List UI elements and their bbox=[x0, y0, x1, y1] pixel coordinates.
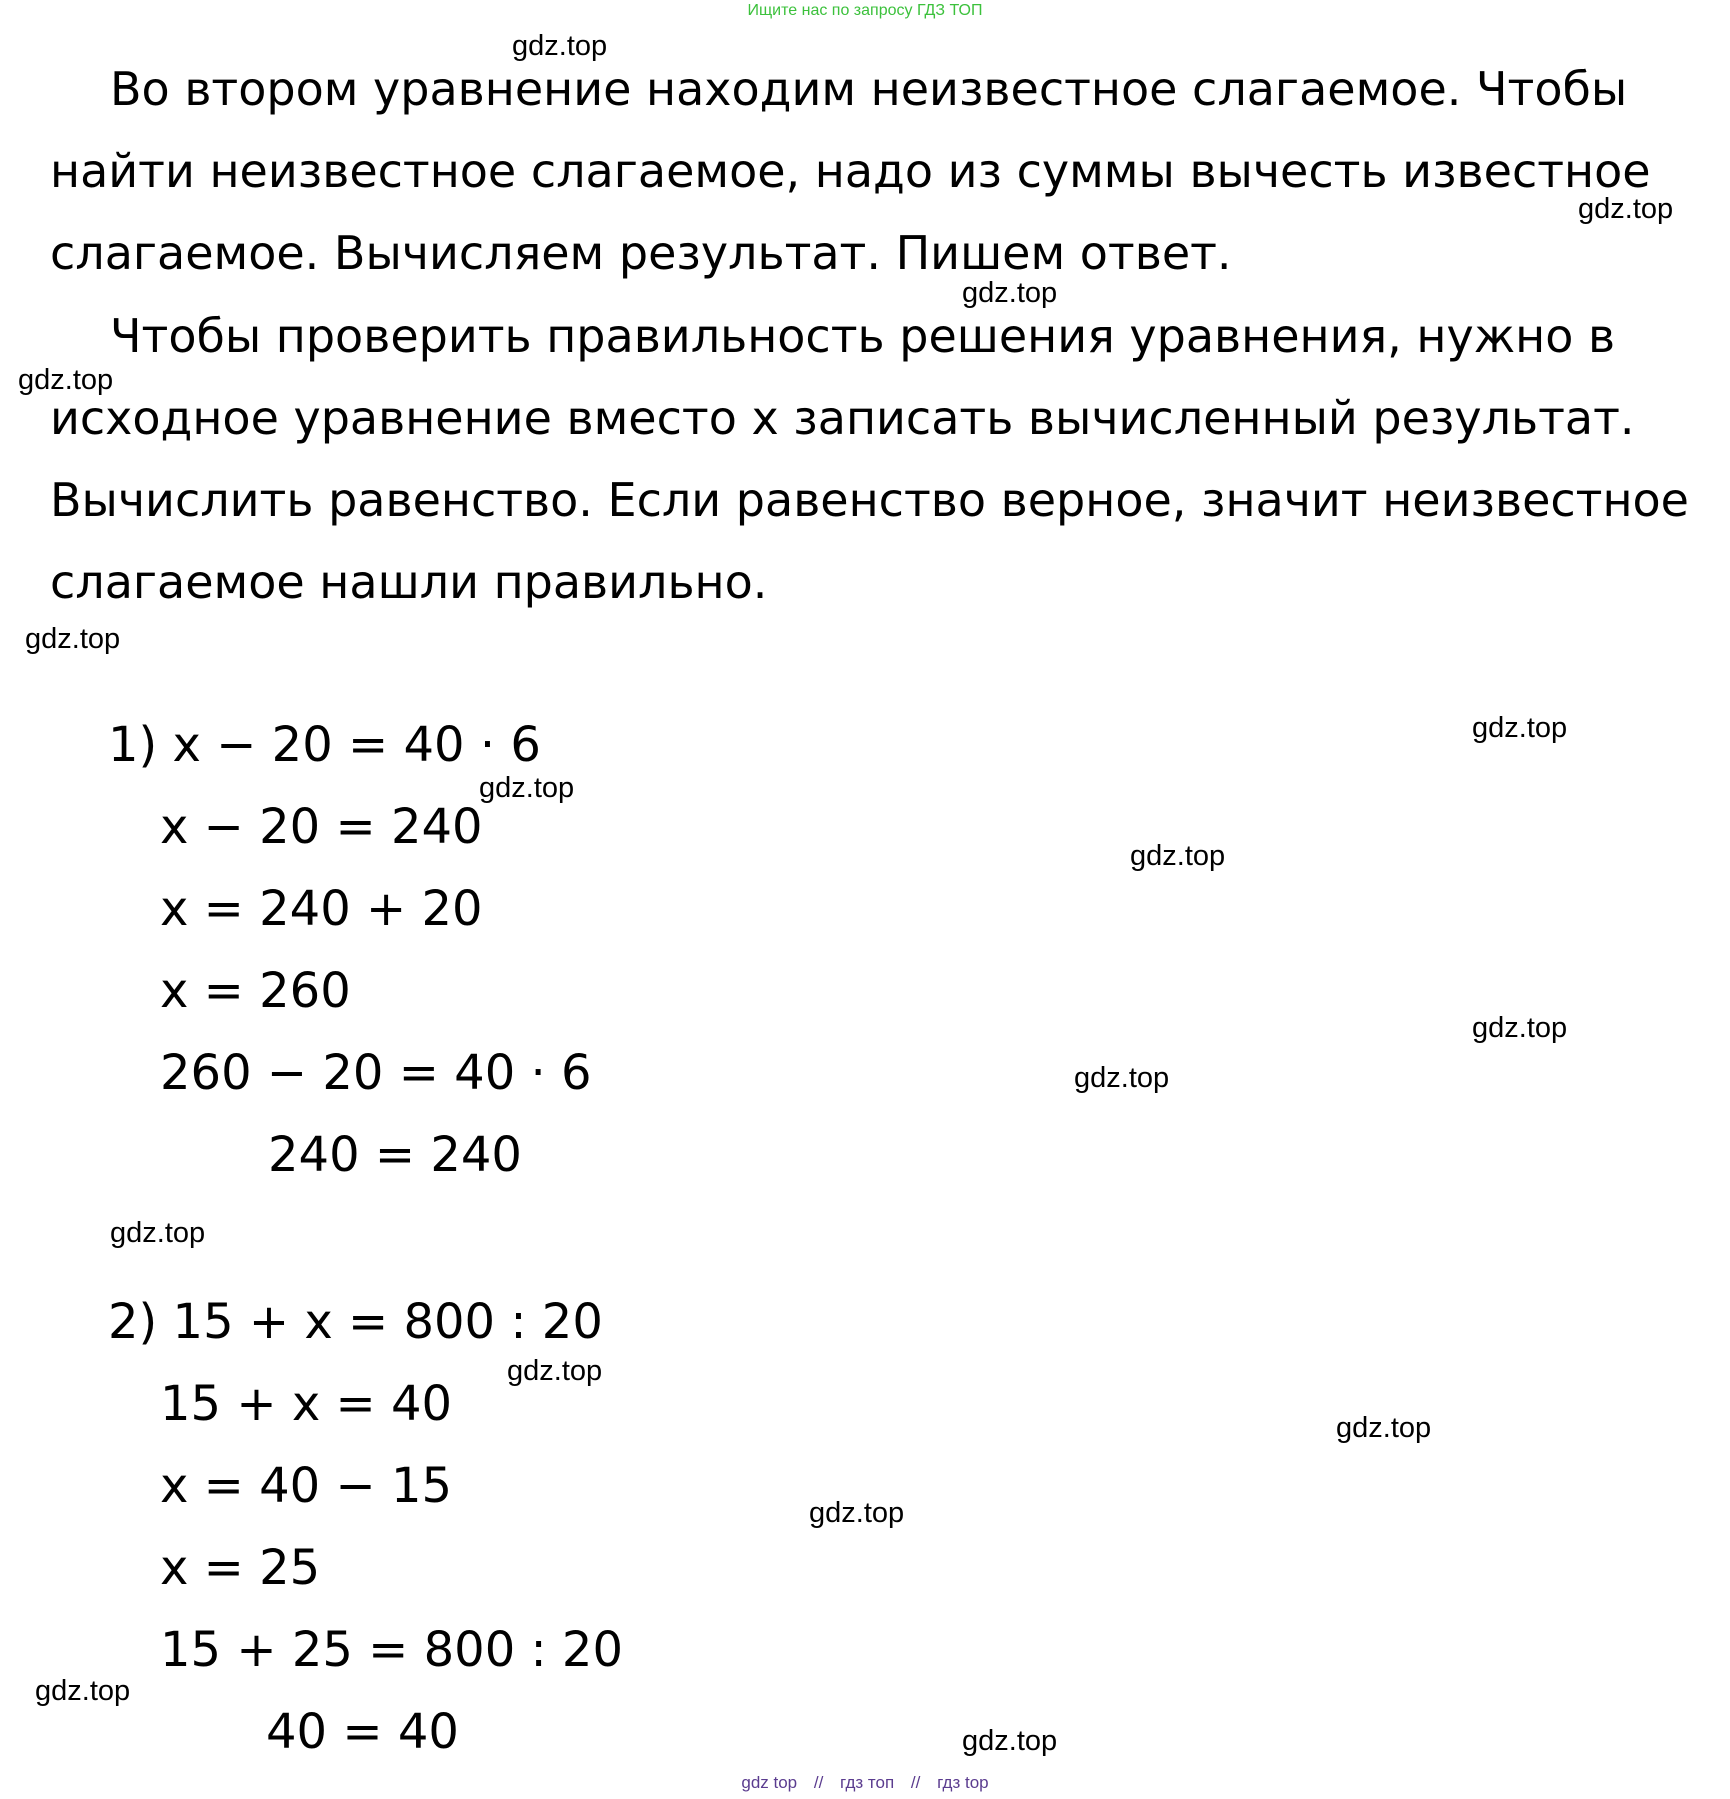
equation-1-check-result: 240 = 240 bbox=[268, 1127, 522, 1183]
equation-1-statement: 1) х − 20 = 40 · 6 bbox=[108, 717, 541, 773]
watermark: gdz.top bbox=[1130, 840, 1226, 872]
footer-links bbox=[0, 1773, 1730, 1793]
equation-1-step: х − 20 = 240 bbox=[160, 799, 483, 855]
equation-1-step: х = 240 + 20 bbox=[160, 881, 483, 937]
watermark: gdz.top bbox=[18, 364, 114, 396]
footer-link[interactable]: гдз топ bbox=[840, 1773, 895, 1792]
equation-2-answer: х = 25 bbox=[160, 1540, 321, 1596]
watermark: gdz.top bbox=[1336, 1412, 1432, 1444]
watermark: gdz.top bbox=[1472, 712, 1568, 744]
top-banner[interactable]: Ищите нас по запросу ГДЗ ТОП bbox=[747, 2, 983, 19]
equation-2-check-result: 40 = 40 bbox=[266, 1704, 459, 1760]
watermark: gdz.top bbox=[1578, 193, 1674, 225]
paragraph-check: Чтобы проверить правильность решения уравнения, нужно в исходное уравнение вместо х записать вычисленный результат. Вычислить равенство. Если равенство верное, значит неизвестное слагаемое нашли правильно. bbox=[50, 309, 1689, 609]
paragraph-explanation: Во втором уравнение находим неизвестное слагаемое. Чтобы найти неизвестное слагаемое, надо из суммы вычесть известное слагаемое. Вычисляем результат. Пишем ответ. bbox=[50, 62, 1651, 280]
watermark: gdz.top bbox=[25, 623, 121, 655]
equation-2-statement: 2) 15 + х = 800 : 20 bbox=[108, 1294, 603, 1350]
watermark: gdz.top bbox=[110, 1217, 206, 1249]
footer-separator: // bbox=[910, 1773, 921, 1792]
footer-link[interactable]: гдз top bbox=[937, 1773, 989, 1792]
equation-1-answer: х = 260 bbox=[160, 963, 351, 1019]
footer-separator: // bbox=[813, 1773, 824, 1792]
watermark: gdz.top bbox=[512, 30, 608, 62]
watermark: gdz.top bbox=[479, 772, 575, 804]
watermark: gdz.top bbox=[1472, 1012, 1568, 1044]
watermark: gdz.top bbox=[809, 1497, 905, 1529]
watermark: gdz.top bbox=[1074, 1062, 1170, 1094]
equation-2-step: х = 40 − 15 bbox=[160, 1458, 453, 1514]
watermark: gdz.top bbox=[35, 1675, 131, 1707]
watermark: gdz.top bbox=[962, 277, 1058, 309]
watermark: gdz.top bbox=[507, 1355, 603, 1387]
equation-1-check: 260 − 20 = 40 · 6 bbox=[160, 1045, 592, 1101]
watermark: gdz.top bbox=[962, 1725, 1058, 1757]
equation-2-step: 15 + х = 40 bbox=[160, 1376, 453, 1432]
equation-2-check: 15 + 25 = 800 : 20 bbox=[160, 1622, 624, 1678]
footer-link[interactable]: gdz top bbox=[741, 1773, 798, 1792]
